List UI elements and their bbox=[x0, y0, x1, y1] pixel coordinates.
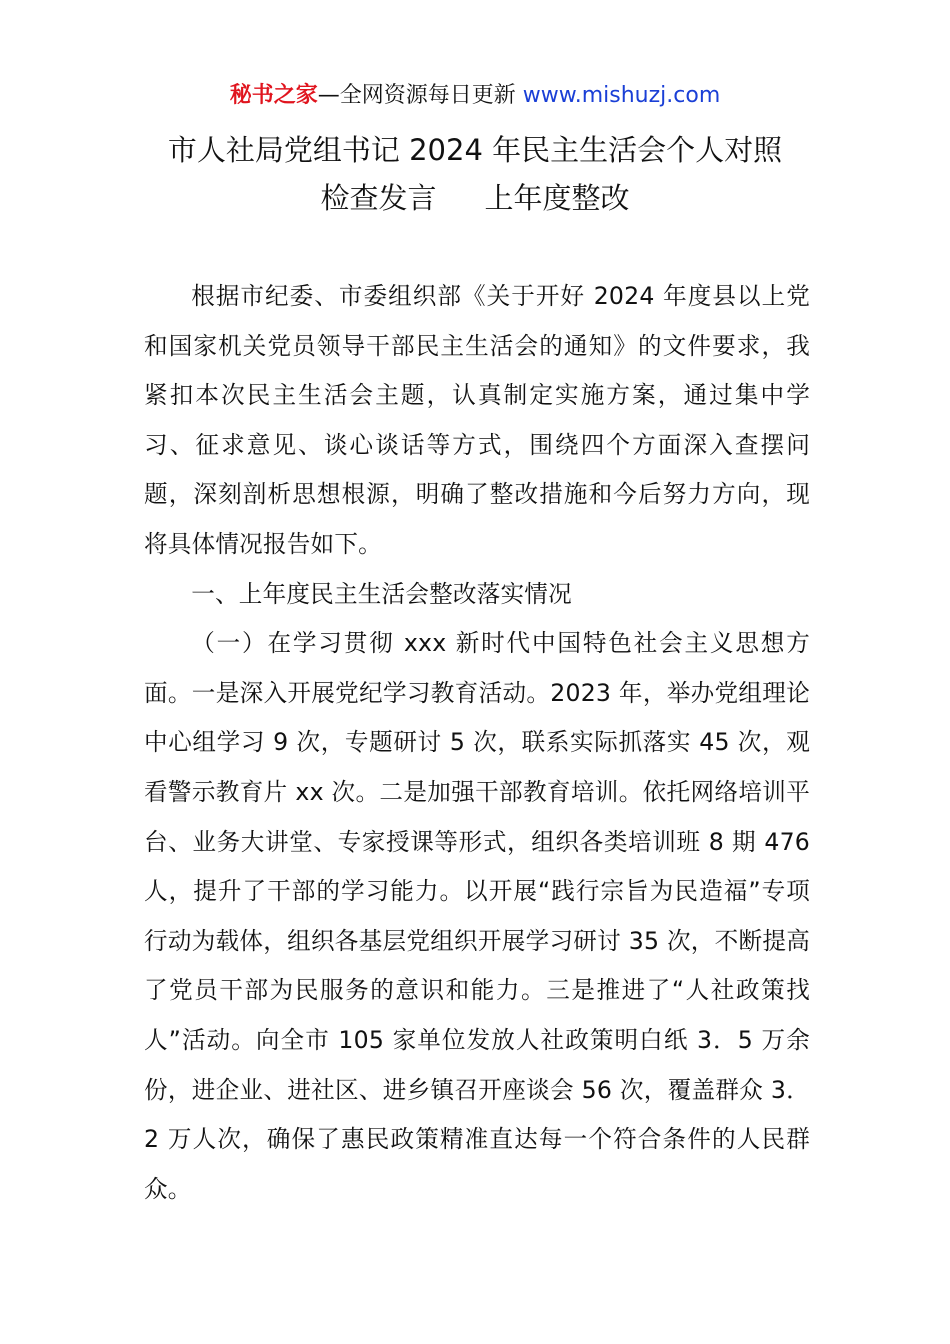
header-tagline: —全网资源每日更新 bbox=[317, 83, 516, 108]
section-heading: 一、上年度民主生活会整改落实情况 bbox=[191, 579, 572, 608]
site-url-link[interactable]: www.mishuzj.com bbox=[522, 83, 721, 108]
title-line-2 bbox=[60, 174, 890, 222]
document-body bbox=[144, 272, 810, 1214]
title-line-1: 市人社局党组书记 2024 年民主生活会个人对照 bbox=[167, 133, 783, 167]
site-header bbox=[0, 80, 950, 112]
title-line-2-part-b: 上年度整改 bbox=[484, 181, 630, 215]
document-title bbox=[60, 126, 890, 222]
brand-name: 秘书之家 bbox=[229, 83, 318, 108]
body-paragraph: （一）在学习贯彻 xxx 新时代中国特色社会主义思想方面。一是深入开展党纪学习教育活动。2023 年，举办党组理论中心组学习 9 次，专题研讨 5 次，联系实际抓落实 45 次，观看警示教育片 xx 次。二是加强干部教育培训。依托网络培训平台、业务大讲堂、专家授课等形式，组织各类培训班 8 期 476 人，提升了干部的学习能力。以开展“践行宗旨为民造福”专项行动为载体，组织各基层党组织开展学习研讨 35 次，不断提高了党员干部为民服务的意识和能力。三是推进了“人社政策找人”活动。向全市 105 家单位发放人社政策明白纸 3．5 万余份，进企业、进社区、进乡镇召开座谈会 56 次，覆盖群众 3．2 万人次，确保了惠民政策精准直达每一个符合条件的人民群众。 bbox=[144, 629, 810, 1203]
intro-paragraph: 根据市纪委、市委组织部《关于开好 2024 年度县以上党和国家机关党员领导干部民主生活会的通知》的文件要求，我紧扣本次民主生活会主题，认真制定实施方案，通过集中学习、征求意见、谈心谈话等方式，围绕四个方面深入查摆问题，深刻剖析思想根源，明确了整改措施和今后努力方向，现将具体情况报告如下。 bbox=[144, 282, 810, 558]
title-line-2-part-a: 检查发言 bbox=[320, 181, 437, 215]
